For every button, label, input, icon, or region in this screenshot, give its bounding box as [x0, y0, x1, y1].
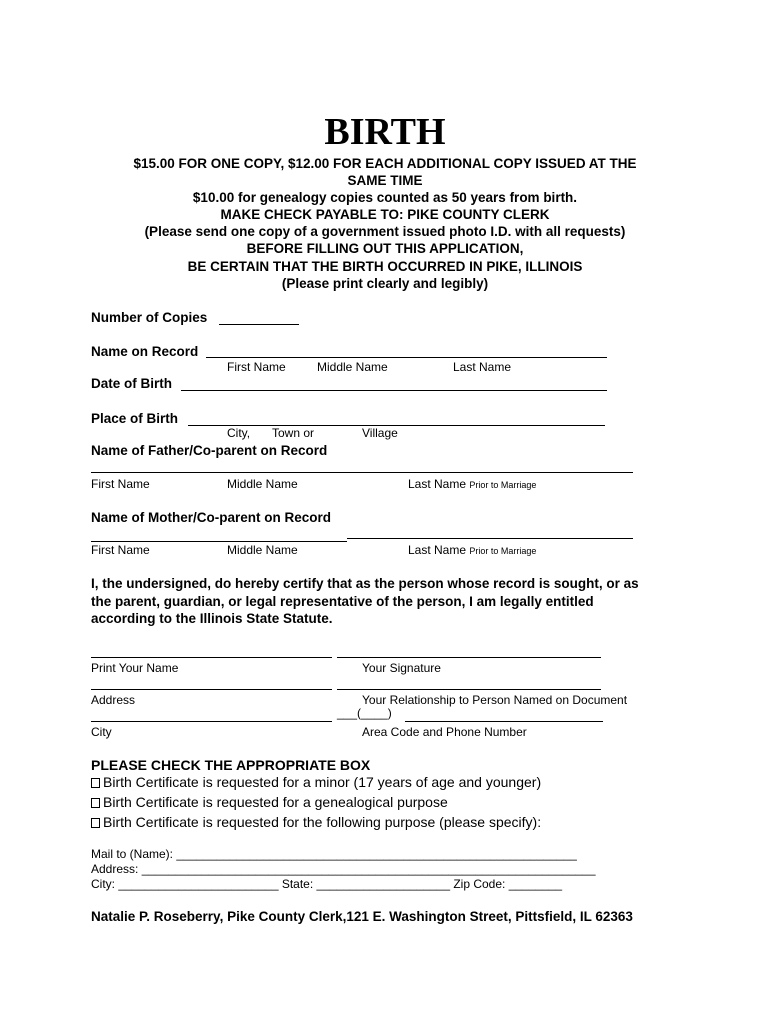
header-line-1: $15.00 FOR ONE COPY, $12.00 FOR EACH ADDITIONAL COPY ISSUED AT THE	[133, 156, 637, 171]
check-option-2-text: Birth Certificate is requested for a genealogical purpose	[103, 794, 448, 810]
name-sub-first: First Name	[227, 360, 286, 374]
check-option-1-text: Birth Certificate is requested for a minor (17 years of age and younger)	[103, 774, 542, 790]
document-title: BIRTH	[324, 111, 446, 153]
father-middle-label: Middle Name	[227, 477, 298, 491]
city-label: City	[91, 725, 112, 739]
header-line-6: BEFORE FILLING OUT THIS APPLICATION,	[246, 241, 524, 256]
check-option-3	[91, 814, 541, 830]
address-field[interactable]	[91, 689, 332, 690]
mail-to-name[interactable]: Mail to (Name): ____________________________________________________________	[91, 847, 577, 861]
city-field[interactable]	[91, 721, 332, 722]
copies-label: Number of Copies	[91, 310, 208, 325]
mail-address[interactable]: Address: ____________________________________________________________________	[91, 862, 596, 876]
relationship-field[interactable]	[337, 689, 601, 690]
phone-field[interactable]	[405, 721, 603, 722]
header-line-7: BE CERTAIN THAT THE BIRTH OCCURRED IN PIKE, ILLINOIS	[187, 259, 583, 274]
address-label: Address	[91, 693, 136, 707]
print-name-label: Print Your Name	[91, 661, 179, 675]
mother-first-label: First Name	[91, 543, 150, 557]
phone-prefix: ___(____)	[337, 706, 392, 720]
clerk-footer: Natalie P. Roseberry, Pike County Clerk,121 E. Washington Street, Pittsfield, IL 62363	[91, 909, 633, 924]
check-option-3-text: Birth Certificate is requested for the following purpose (please specify):	[103, 814, 542, 830]
mother-last-label	[408, 543, 536, 557]
father-name-field[interactable]	[91, 472, 633, 473]
mother-name-field-left[interactable]	[91, 541, 347, 542]
check-option-1	[91, 774, 541, 790]
header-line-5: (Please send one copy of a government issued photo I.D. with all requests)	[144, 224, 626, 239]
dob-field[interactable]	[181, 390, 607, 391]
name-on-record-field[interactable]	[206, 357, 607, 358]
certify-line-3: according to the Illinois State Statute.	[91, 611, 333, 626]
header-line-4: MAKE CHECK PAYABLE TO: PIKE COUNTY CLERK	[220, 207, 550, 222]
name-sub-last: Last Name	[453, 360, 512, 374]
mother-last-note: Prior to Marriage	[469, 546, 537, 556]
mother-last-text: Last Name	[408, 543, 467, 557]
father-first-label: First Name	[91, 477, 150, 491]
signature-field[interactable]	[337, 657, 601, 658]
pob-sub-city: City,	[227, 426, 251, 440]
check-option-2	[91, 794, 448, 810]
certify-line-2: the parent, guardian, or legal representative of the person, I am legally entitled	[91, 594, 594, 609]
checkbox-other-purpose[interactable]	[91, 818, 100, 828]
father-last-note: Prior to Marriage	[469, 480, 537, 490]
area-code-label: Area Code and Phone Number	[362, 725, 527, 739]
header-line-2: SAME TIME	[347, 173, 423, 188]
checkbox-genealogical[interactable]	[91, 798, 100, 808]
name-on-record-label: Name on Record	[91, 344, 199, 359]
pob-label: Place of Birth	[91, 411, 179, 426]
print-name-field[interactable]	[91, 657, 332, 658]
name-sub-middle: Middle Name	[317, 360, 388, 374]
father-heading: Name of Father/Co-parent on Record	[91, 443, 328, 458]
relationship-label: Your Relationship to Person Named on Document	[362, 693, 628, 707]
dob-label: Date of Birth	[91, 376, 172, 391]
signature-label: Your Signature	[362, 661, 441, 675]
certify-line-1: I, the undersigned, do hereby certify that as the person whose record is sought, or as	[91, 576, 639, 591]
check-heading: PLEASE CHECK THE APPROPRIATE BOX	[91, 757, 371, 773]
copies-field[interactable]	[219, 324, 299, 325]
mail-city-state-zip[interactable]: City: ________________________ State: ____________________ Zip Code: ________	[91, 877, 563, 891]
mother-heading: Name of Mother/Co-parent on Record	[91, 510, 332, 525]
father-last-label	[408, 477, 536, 491]
header-line-8: (Please print clearly and legibly)	[281, 276, 489, 291]
pob-sub-village: Village	[362, 426, 398, 440]
header-line-3: $10.00 for genealogy copies counted as 50 years from birth.	[192, 190, 578, 205]
mother-middle-label: Middle Name	[227, 543, 298, 557]
mother-name-field-right[interactable]	[347, 538, 633, 539]
pob-sub-town: Town or	[272, 426, 315, 440]
checkbox-minor[interactable]	[91, 778, 100, 788]
father-last-text: Last Name	[408, 477, 467, 491]
